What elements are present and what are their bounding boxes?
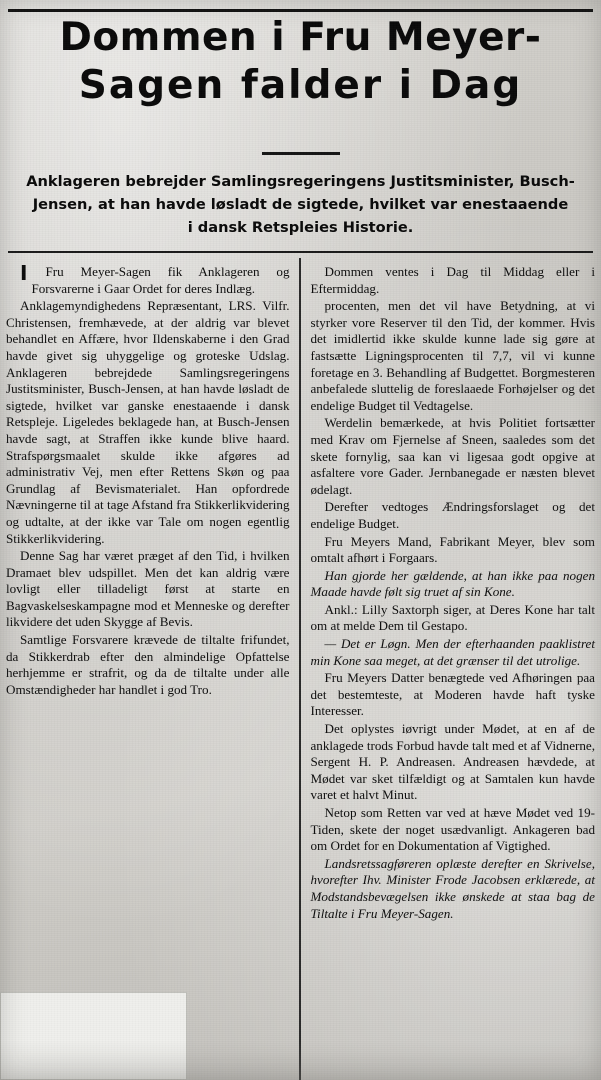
paragraph-text: Netop som Retten var ved at hæve Mødet ved 19-Tiden, skete der noget usædvanligt. Ankageren bad om Ordet for en Dokumentation af Vigtighed. — [310, 805, 595, 854]
column-right — [301, 258, 601, 1080]
paragraph — [311, 721, 596, 804]
paragraph-text: Landsretssagføreren oplæste derefter en Skrivelse, hvorefter Ihv. Minister Frode Jacobsen erklærede, at Modstandsbevægelsen ikke ønskede at staa bag de Tiltalte i Fru Meyer-Sagen. — [310, 855, 595, 921]
article-body — [0, 258, 601, 1080]
paragraph-text: Samtlige Forsvarere krævede de tiltalte frifundet, da Stikkerdrab efter den almindelige Opfattelse herhjemme er strafrit, og da de tiltalte under alle Omstændigheder har handlet i god Tro. — [6, 632, 290, 697]
paragraph-text: Fru Meyers Mand, Fabrikant Meyer, blev som omtalt afhørt i Forgaars. — [310, 533, 595, 566]
paragraph-text: Ankl.: Lilly Saxtorph siger, at Deres Kone har talt om at melde Dem til Gestapo. — [310, 601, 595, 634]
paragraph — [311, 298, 596, 414]
paragraph-text: Werdelin bemærkede, at hvis Politiet fortsætter med Krav om Fjernelse af Sneen, saaledes som det skete fornylig, saa kan vi ligesaa godt opgive at asfaltere vore Gader. Jernbanegade er næsten blevet ødelagt. — [310, 415, 595, 497]
subheadline-line-3: i dansk Retspleies Historie. — [187, 219, 414, 236]
paragraph-text: procenten, men det vil have Betydning, at vi styrker vore Reserver til den Tid, der kommer. Hvis det imidlertid ikke skulde kunne lade sig gøre at fastsætte Ligningsprocenten til 7,7, vil vi kunne foretage en 3. Behandling af Budgettet. Borgmesteren anbefalede sluttelig de foreslaaede Forhøjelser og det endelige Budget til Vedtagelse. — [310, 298, 595, 413]
paragraph — [311, 636, 596, 669]
subheadline — [8, 170, 593, 239]
paragraph — [311, 805, 596, 855]
paragraph — [311, 602, 596, 635]
headline-line-1: Dommen i Fru Meyer- — [59, 15, 542, 60]
subheadline-line-2: Jensen, at han havde løsladt de sigtede, hvilket var enestaaende — [32, 196, 569, 213]
paragraph — [6, 548, 290, 631]
paragraph — [311, 670, 596, 720]
paragraph-text: Derefter vedtoges Ændringsforslaget og det endelige Budget. — [310, 499, 595, 531]
paragraph — [311, 856, 596, 922]
paragraph-text: Anklagemyndighedens Repræsentant, LRS. Vilfr. Christensen, fremhævede, at der aldrig var blevet behandlet en Affære, hvor Ildenskaberne i den Grad havde givet sig uhyggelige og groteske Udslag. Anklageren bebrejdede Samlingsregeringens Justitsminister, Busch-Jensen, at han havde løsladt de sigtede, hvilket var ganske enestaaende i dansk Retspleje. Ligeledes beklagede han, at Busch-Jensen havde sagt, at Straffen ikke kunde blive haard. Strafspørgsmaalet skulde ikke afgøres ad administrativ Vej, men efter Rettens Skøn og paa Grundlag af Bevismaterialet. Han opfordrede Nævningerne til at tage Afstand fra Stikkerlikvidering og udtalte, at der ikke var Tale om nogen egentlig Stikkerlikvidering. — [6, 298, 290, 546]
subheadline-line-1: Anklageren bebrejder Samlingsregeringens Justitsminister, Busch- — [26, 173, 575, 190]
paragraph-text: Det oplystes iøvrigt under Mødet, at en af de anklagede trods Forbud havde talt med et af Vidnerne, Sergent H. P. Andreasen. Andreasen hævdede, at Mødet var sket tilfældigt og at Samtalen kun havde varet et halvt Minut. — [310, 721, 595, 803]
headline-divider — [262, 152, 340, 155]
column-left — [0, 258, 301, 1080]
paragraph — [6, 298, 290, 547]
paragraph — [6, 632, 290, 698]
scan-corner-artifact — [0, 992, 187, 1080]
paragraph — [311, 415, 596, 498]
paragraph — [311, 264, 596, 297]
paragraph-text: Fru Meyers Datter benægtede ved Afhøringen paa det bestemteste, at Moderen havde haft tyske Interesser. — [310, 670, 595, 719]
page-title — [6, 14, 595, 110]
paragraph — [311, 499, 596, 532]
paragraph-text: Han gjorde her gældende, at han ikke paa nogen Maade havde følt sig truet af sin Kone. — [310, 567, 595, 600]
drop-cap: I — [20, 261, 28, 285]
paragraph-text: Dommen ventes i Dag til Middag eller i Eftermiddag. — [310, 264, 595, 296]
top-rule — [8, 9, 593, 12]
paragraph-text: Denne Sag har været præget af den Tid, i hvilken Dramaet blev udspillet. Men det kan aldrig være lovligt eller tilladeligt først at starte en Bagvaskelseskampagne mod et Menneske og derefter likvidere det uden Skygge af Bevis. — [6, 548, 290, 630]
paragraph — [311, 568, 596, 601]
paragraph — [6, 261, 290, 297]
paragraph-text: Fru Meyer-Sagen fik Anklageren og Forsvarerne i Gaar Ordet for deres Indlæg. — [31, 264, 290, 296]
subheadline-rule — [8, 251, 593, 253]
paragraph-text: — Det er Løgn. Men der efterhaanden paaklistret min Kone saa meget, at det grænser til det utrolige. — [310, 636, 595, 668]
headline-line-2: Sagen falder i Dag — [78, 63, 523, 108]
paragraph — [311, 534, 596, 567]
